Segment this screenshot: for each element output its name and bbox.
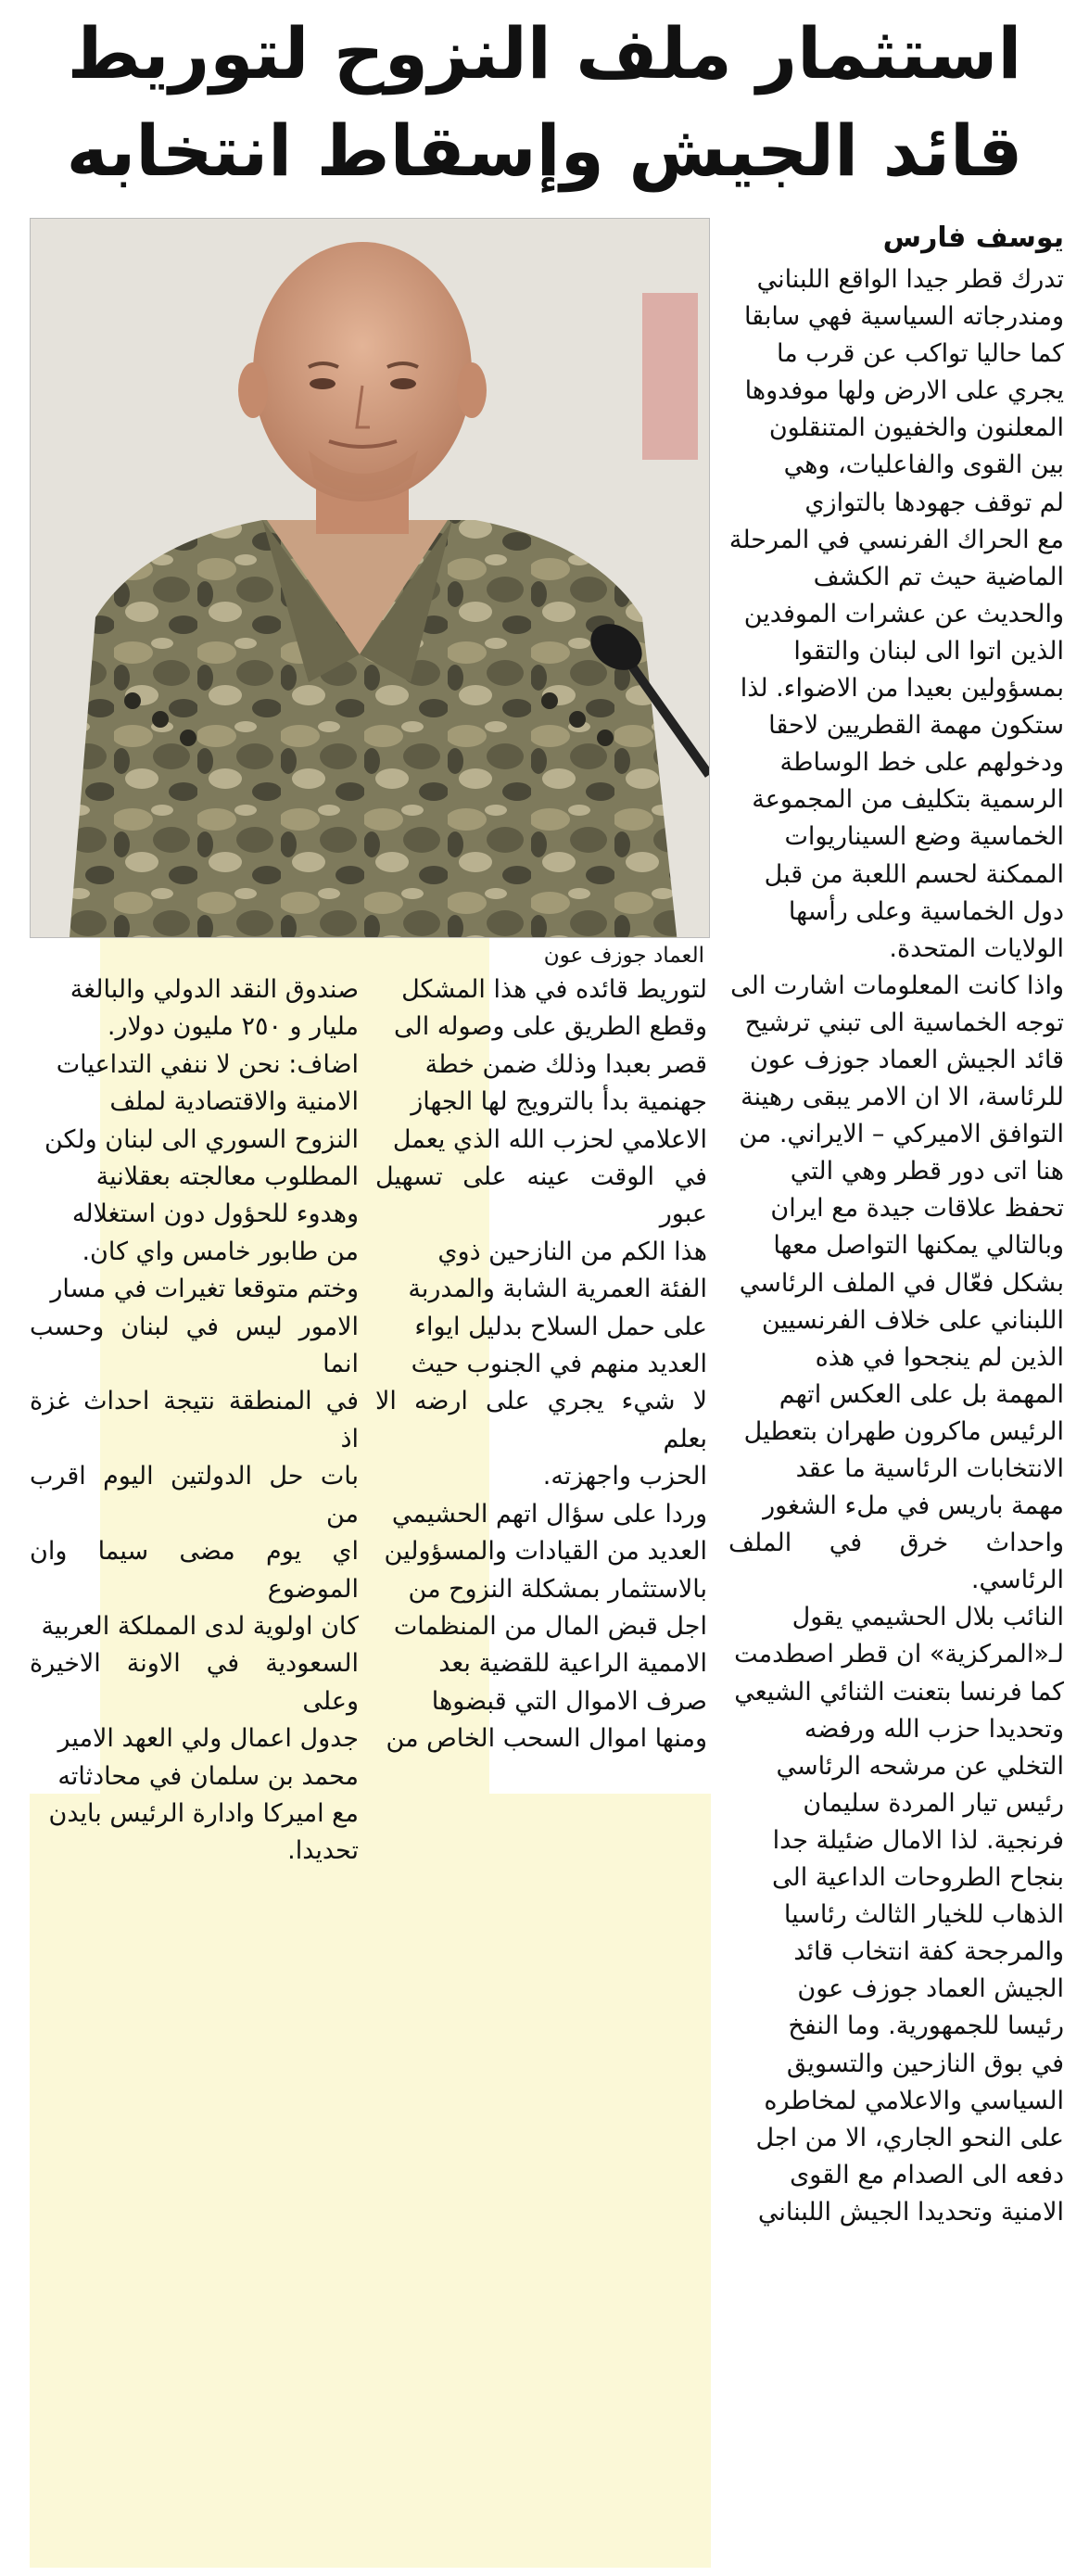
article-photo	[30, 218, 710, 938]
photo-caption: العماد جوزف عون	[543, 944, 704, 968]
headline	[28, 5, 1061, 199]
headline-line-2: قائد الجيش وإسقاط انتخابه	[66, 109, 1023, 192]
headline-line-1: استثمار ملف النزوح لتوريط	[67, 12, 1022, 95]
article-column-middle: لتوريط قائده في هذا المشكل وقطع الطريق على وصوله الى قصر بعبدا وذلك ضمن خطة جهنمية بدأ بالترويج لها الجهاز الاعلامي لحزب الله الذي يعمل في الوقت عينه على تسهيل عبور هذا الكم من النازحين ذوي الفئة العمرية الشابة والمدربة على حمل السلاح بدليل ايواء العديد منهم في الجنوب حيث لا شيء يجري على ارضه الا بعلم الحزب واجهزته. وردا على سؤال اتهم الحشيمي العديد من القيادات والمسؤولين بالاستثمار بمشكلة النزوح من اجل قبض المال من المنظمات الاممية الراعية للقضية بعد صرف الاموال التي قبضوها ومنها اموال السحب الخاص من	[375, 975, 707, 1754]
article-column-right: تدرك قطر جيدا الواقع اللبناني ومندرجاته السياسية فهي سابقا كما حاليا تواكب عن قرب ما يجري على الارض ولها موفدوها المعلنون والخفيون المتنقلون بين القوى والفاعليات، وهي لم توقف جهودها بالتوازي مع الحراك الفرنسي في المرحلة الماضية حيث تم الكشف والحديث عن عشرات الموفدين الذين اتوا الى لبنان والتقوا بمسؤولين بعيدا من الاضواء. لذا ستكون مهمة القطريين لاحقا ودخولهم على خط الوساطة الرسمية بتكليف من المجموعة الخماسية وضع السيناريوات الممكنة لحسم اللعبة من قبل دول الخماسية وعلى رأسها الولايات المتحدة. واذا كانت المعلومات اشارت الى توجه الخماسية الى تبني ترشيح قائد الجيش العماد جوزف عون للرئاسة، الا ان الامر يبقى رهينة التوافق الاميركي – الايراني. من هنا اتى دور قطر وهي التي تحفظ علاقات جيدة مع ايران وبالتالي يمكنها التواصل معها بشكل فعّال في الملف الرئاسي اللبناني على خلاف الفرنسيين الذين لم ينجحوا في هذه المهمة بل على العكس اتهم الرئيس ماكرون طهران بتعطيل الانتخابات الرئاسية ما عقد مهمة باريس في ملء الشغور واحداث خرق في الملف الرئاسي. النائب بلال الحشيمي يقول لـ«المركزية» ان قطر اصطدمت كما فرنسا بتعنت الثنائي الشيعي وتحديدا حزب الله ورفضه التخلي عن مرشحه الرئاسي رئيس تيار المردة سليمان فرنجية. لذا الامال ضئيلة جدا بنجاح الطروحات الداعية الى الذهاب للخيار الثالث رئاسيا والمرجحة كفة انتخاب قائد الجيش العماد جوزف عون رئيسا للجمهورية. وما النفخ في بوق النازحين والتسويق السياسي والاعلامي لمخاطره على النحو الجاري، الا من اجل دفعه الى الصدام مع القوى الامنية وتحديدا الجيش اللبناني	[728, 265, 1064, 2227]
portrait-illustration	[31, 219, 709, 937]
highlight-block-lower	[30, 1794, 711, 2568]
article-column-left: صندوق النقد الدولي والبالغة مليار و ٢٥٠ مليون دولار. اضاف: نحن لا ننفي التداعيات الامنية والاقتصادية لملف النزوح السوري الى لبنان ولكن المطلوب معالجته بعقلانية وهدوء للحؤول دون استغلاله من طابور خامس واي كان. وختم متوقعا تغيرات في مسار الامور ليس في لبنان وحسب انما في المنطقة نتيجة احداث غزة اذ بات حل الدولتين اليوم اقرب من اي يوم مضى سيما وان الموضوع كان اولوية لدى المملكة العربية السعودية في الاونة الاخيرة وعلى جدول اعمال ولي العهد الامير محمد بن سلمان في محادثاته مع اميركا وادارة الرئيس بايدن تحديدا.	[30, 975, 359, 1866]
byline: يوسف فارس	[882, 222, 1064, 254]
